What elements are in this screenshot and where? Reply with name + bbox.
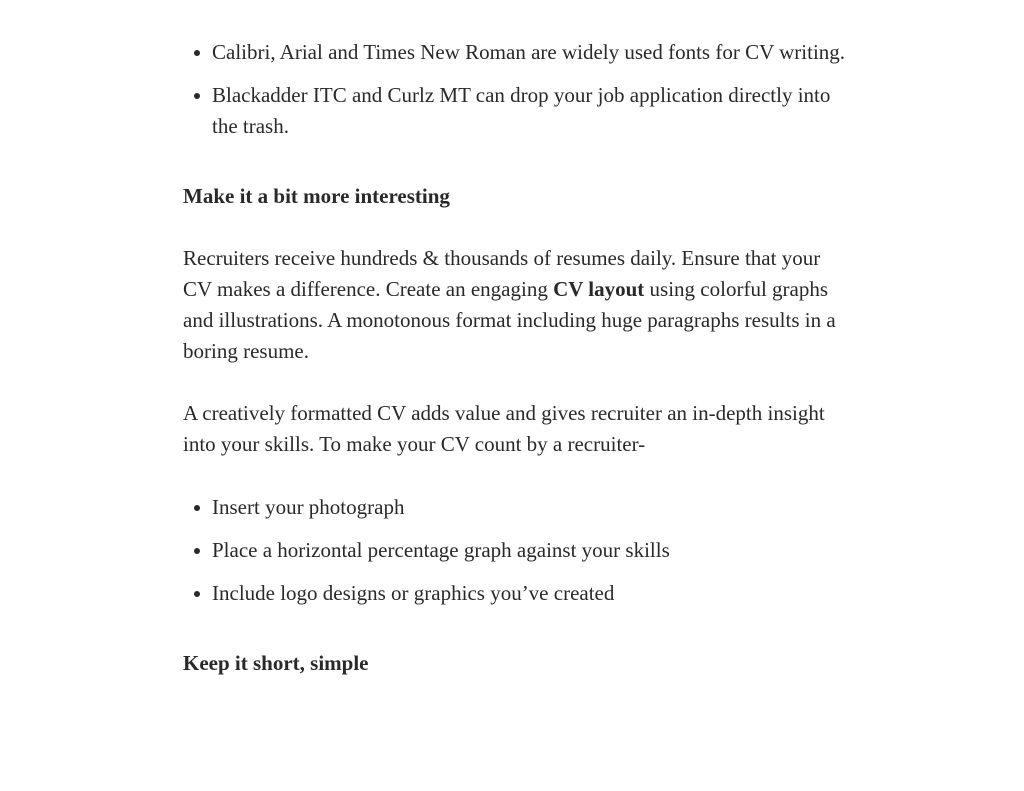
list-item: Place a horizontal percentage graph against your skills (212, 535, 848, 566)
list-item: Calibri, Arial and Times New Roman are widely used fonts for CV writing. (212, 37, 848, 68)
section-heading-interesting: Make it a bit more interesting (183, 184, 450, 208)
section-heading-short: Keep it short, simple (183, 651, 369, 675)
font-tips-list (183, 37, 848, 142)
list-item: Blackadder ITC and Curlz MT can drop your job application directly into the trash. (212, 80, 848, 142)
cv-tips-list (183, 492, 848, 609)
paragraph-text: using colorful graphs and illustrations. A monotonous format including huge paragraphs results in a boring resume. (183, 277, 836, 363)
list-item: Include logo designs or graphics you’ve created (212, 578, 848, 609)
paragraph-recruiters (183, 243, 848, 367)
paragraph-creative-cv: A creatively formatted CV adds value and gives recruiter an in-depth insight into your skills. To make your CV count by a recruiter- (183, 401, 825, 456)
bold-term-cv-layout: CV layout (553, 277, 645, 301)
list-item: Insert your photograph (212, 492, 848, 523)
article-body (183, 37, 848, 679)
paragraph-text: Recruiters receive hundreds & thousands of resumes daily. Ensure that your CV makes a difference. Create an engaging (183, 246, 821, 301)
